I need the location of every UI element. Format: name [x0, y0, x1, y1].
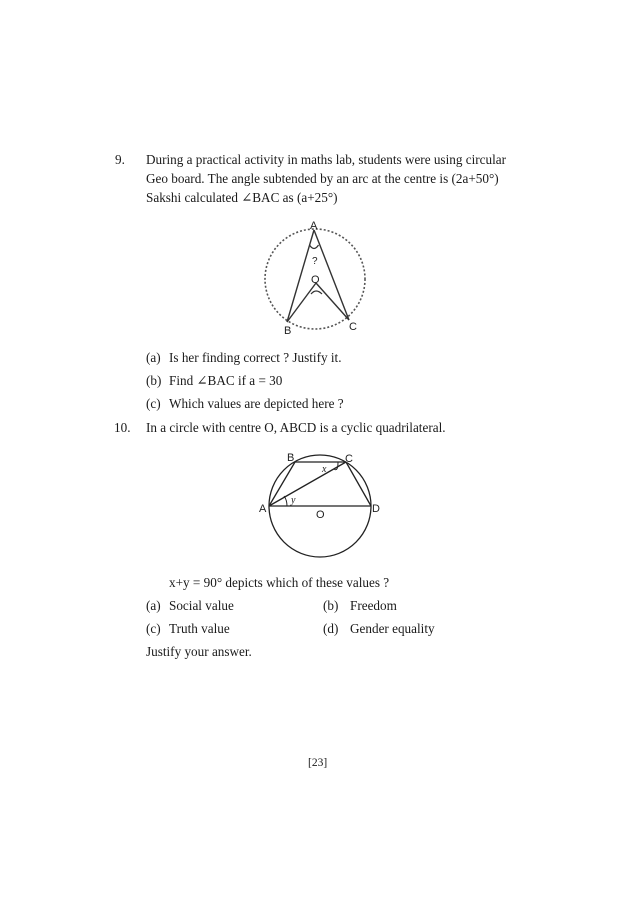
q10-label-y: y [291, 495, 296, 506]
q9-part-a-text: Is her finding correct ? Justify it. [169, 350, 342, 365]
page-number: [23] [308, 757, 328, 769]
q9-label-o: O [311, 274, 320, 286]
question-9-text-line-1: During a practical activity in maths lab, students were using circular [146, 152, 506, 167]
q10-label-b: B [287, 452, 295, 464]
q10-label-x: x [322, 464, 327, 475]
q9-part-c-text: Which values are depicted here ? [169, 396, 344, 411]
q10-option-b-text: Freedom [350, 598, 397, 613]
q10-option-b-label: (b) [323, 598, 339, 613]
q10-angle-arc-y [284, 496, 287, 506]
q9-part-a-label: (a) [146, 350, 161, 365]
q9-part-b-label: (b) [146, 373, 162, 388]
q10-label-o: O [316, 509, 325, 521]
q10-side-cd [346, 462, 371, 506]
question-9-text-line-2: Geo board. The angle subtended by an arc at the centre is (2a+50°) [146, 171, 499, 186]
q10-option-a-text: Social value [169, 598, 234, 613]
q9-label-b: B [284, 325, 292, 337]
q9-label-question: ? [312, 256, 318, 267]
question-10-number: 10. [114, 420, 131, 435]
q10-option-d-label: (d) [323, 621, 339, 636]
q10-diagonal-ac [269, 462, 346, 506]
q9-part-c-label: (c) [146, 396, 161, 411]
q10-option-c-text: Truth value [169, 621, 230, 636]
question-9-text-line-3: Sakshi calculated ∠BAC as (a+25°) [146, 190, 338, 205]
q10-label-c: C [345, 453, 353, 465]
question-9-number: 9. [115, 152, 125, 167]
q9-part-b-text: Find ∠BAC if a = 30 [169, 373, 283, 388]
q10-option-d-text: Gender equality [350, 621, 435, 636]
q10-option-a-label: (a) [146, 598, 161, 613]
q10-label-d: D [372, 503, 380, 515]
question-10-text: In a circle with centre O, ABCD is a cyclic quadrilateral. [146, 420, 446, 435]
q9-label-a: A [310, 220, 318, 232]
q10-statement: x+y = 90° depicts which of these values ? [169, 575, 390, 590]
q9-label-c: C [349, 321, 357, 333]
q10-closing-text: Justify your answer. [146, 644, 252, 659]
q10-label-a: A [259, 503, 267, 515]
q10-option-c-label: (c) [146, 621, 161, 636]
